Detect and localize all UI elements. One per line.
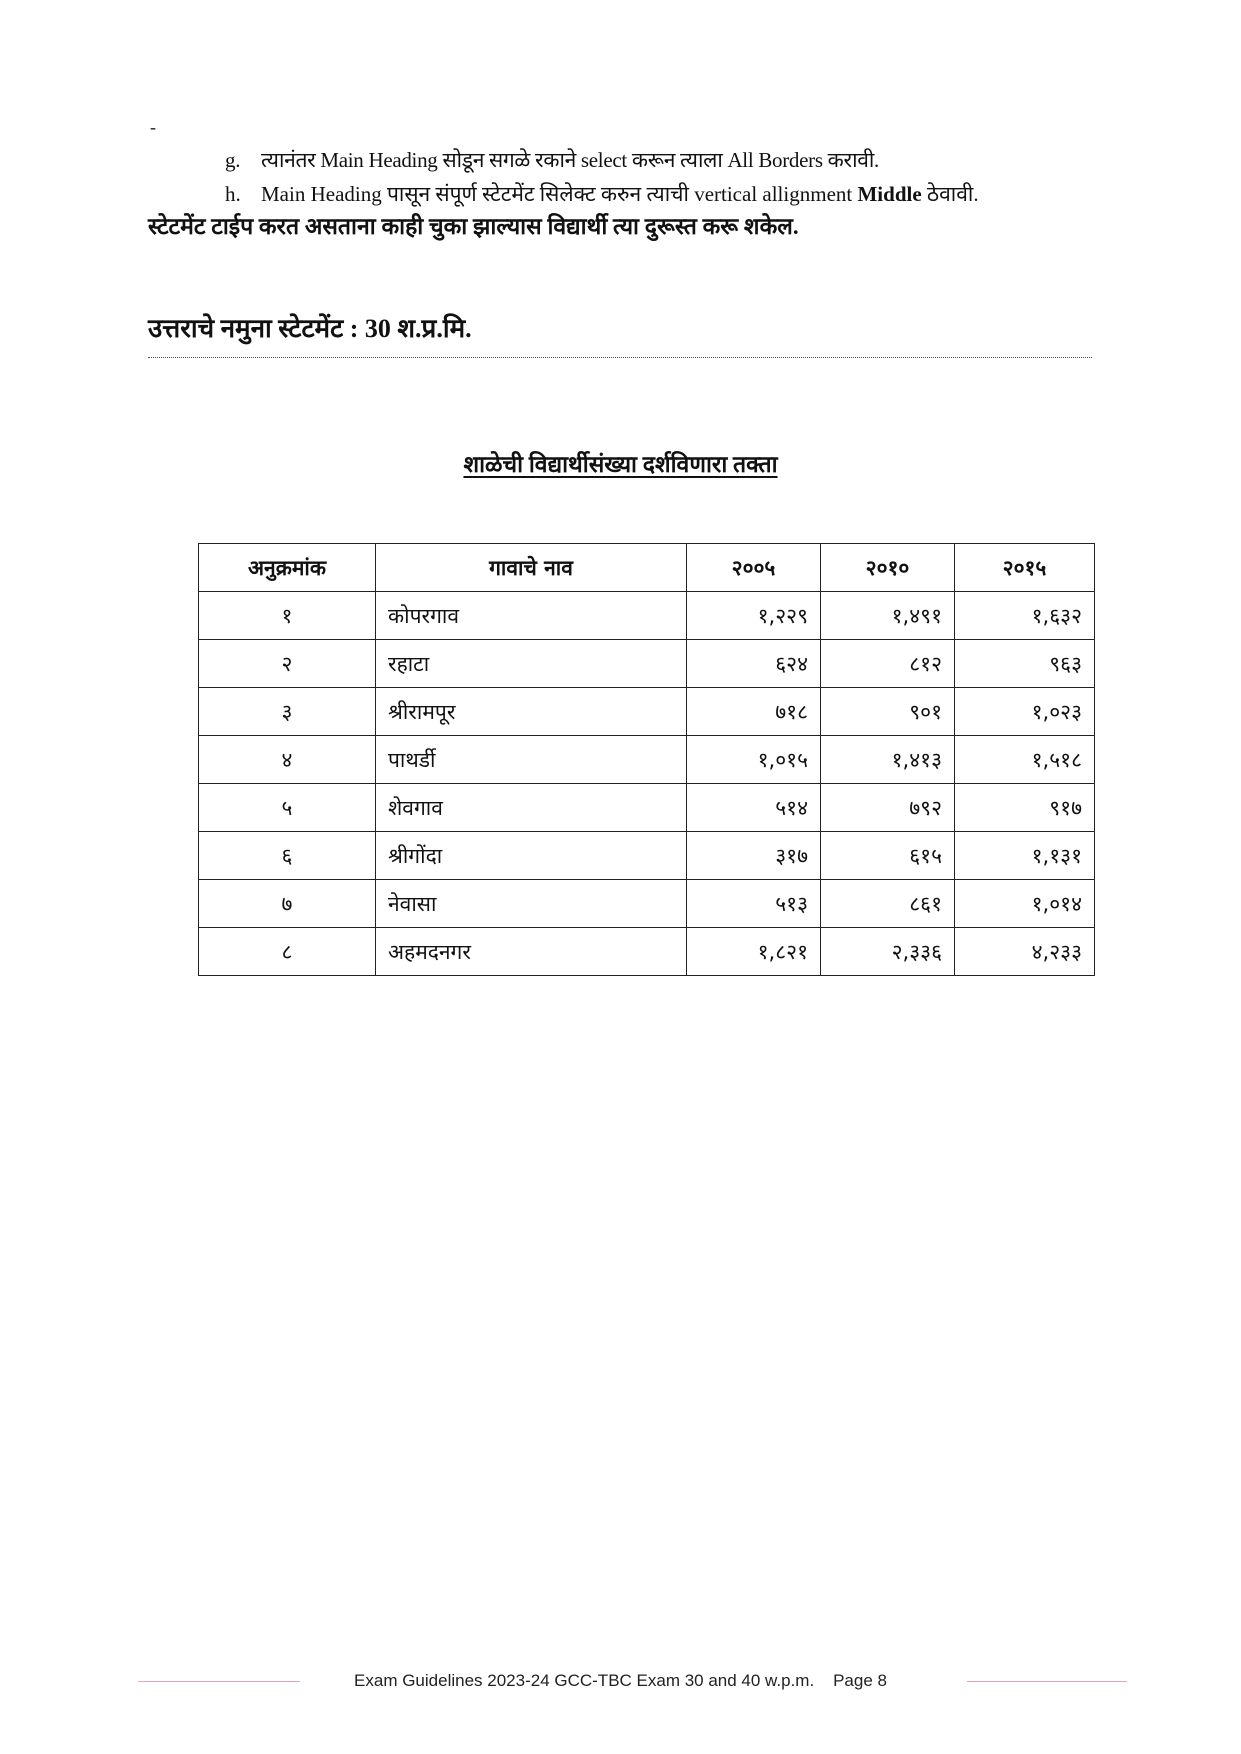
header-year-2005: २००५	[687, 544, 821, 592]
cell-2010: ८१२	[821, 640, 955, 688]
table-row	[199, 880, 1095, 928]
table-row	[199, 928, 1095, 976]
cell-serial: २	[199, 640, 376, 688]
table-title	[0, 450, 1241, 480]
cell-village: अहमदनगर	[376, 928, 687, 976]
cell-2005: १,०१५	[687, 736, 821, 784]
cell-2010: १,४९१	[821, 592, 955, 640]
footer-rule-right	[967, 1681, 1127, 1682]
cell-village: पाथर्डी	[376, 736, 687, 784]
sample-statement-heading: उत्तराचे नमुना स्टेटमेंट : 30 श.प्र.मि.	[148, 314, 472, 343]
cell-2015: १,५१८	[955, 736, 1095, 784]
cell-village: नेवासा	[376, 880, 687, 928]
cell-2010: २,३३६	[821, 928, 955, 976]
cell-2005: १,८२१	[687, 928, 821, 976]
cell-village: श्रीगोंदा	[376, 832, 687, 880]
cell-village: श्रीरामपूर	[376, 688, 687, 736]
cell-2010: १,४१३	[821, 736, 955, 784]
correction-note: स्टेटमेंट टाईप करत असताना काही चुका झाल्यास विद्यार्थी त्या दुरूस्त करू शकेल.	[148, 214, 799, 239]
cell-village: रहाटा	[376, 640, 687, 688]
cell-serial: १	[199, 592, 376, 640]
instruction-h-marker: h.	[225, 182, 241, 206]
cell-2010: ६१५	[821, 832, 955, 880]
stray-dash: -	[150, 117, 156, 137]
table-row	[199, 784, 1095, 832]
cell-2005: ७१८	[687, 688, 821, 736]
cell-2005: ५१४	[687, 784, 821, 832]
header-year-2015: २०१५	[955, 544, 1095, 592]
cell-serial: ७	[199, 880, 376, 928]
table-row	[199, 688, 1095, 736]
table-row	[199, 592, 1095, 640]
header-serial-no: अनुक्रमांक	[199, 544, 376, 592]
cell-serial: ५	[199, 784, 376, 832]
cell-2015: १,०१४	[955, 880, 1095, 928]
cell-2015: १,०२३	[955, 688, 1095, 736]
cell-2005: १,२२९	[687, 592, 821, 640]
cell-2010: ९०१	[821, 688, 955, 736]
cell-2015: १,६३२	[955, 592, 1095, 640]
cell-2005: ५१३	[687, 880, 821, 928]
table-row	[199, 736, 1095, 784]
cell-village: शेवगाव	[376, 784, 687, 832]
instruction-g-text: त्यानंतर Main Heading सोडून सगळे रकाने select करून त्याला All Borders करावी.	[261, 148, 879, 172]
cell-2010: ८६१	[821, 880, 955, 928]
cell-serial: ६	[199, 832, 376, 880]
cell-2015: ९१७	[955, 784, 1095, 832]
table-header-row	[199, 544, 1095, 592]
table-title-text: शाळेची विद्यार्थीसंख्या दर्शविणारा तक्ता	[463, 452, 778, 477]
instruction-g-marker: g.	[225, 148, 241, 172]
student-count-table	[198, 543, 1095, 976]
cell-2005: ६२४	[687, 640, 821, 688]
instruction-h-bold-term: Middle	[857, 182, 922, 206]
cell-serial: ३	[199, 688, 376, 736]
dotted-divider	[148, 357, 1092, 358]
cell-2015: ९६३	[955, 640, 1095, 688]
instruction-g	[225, 146, 879, 174]
header-year-2010: २०१०	[821, 544, 955, 592]
cell-village: कोपरगाव	[376, 592, 687, 640]
cell-serial: ८	[199, 928, 376, 976]
footer-text: Exam Guidelines 2023-24 GCC-TBC Exam 30 and 40 w.p.m. Page 8	[354, 1671, 887, 1690]
cell-serial: ४	[199, 736, 376, 784]
cell-2015: ४,२३३	[955, 928, 1095, 976]
table-row	[199, 640, 1095, 688]
instruction-h-text-end: ठेवावी.	[921, 182, 979, 206]
instruction-h-text: Main Heading पासून संपूर्ण स्टेटमेंट सिलेक्ट करुन त्याची vertical allignment	[261, 182, 858, 206]
cell-2010: ७९२	[821, 784, 955, 832]
cell-2005: ३१७	[687, 832, 821, 880]
instruction-h	[225, 180, 979, 208]
cell-2015: १,१३१	[955, 832, 1095, 880]
header-village-name: गावाचे नाव	[376, 544, 687, 592]
table-row	[199, 832, 1095, 880]
